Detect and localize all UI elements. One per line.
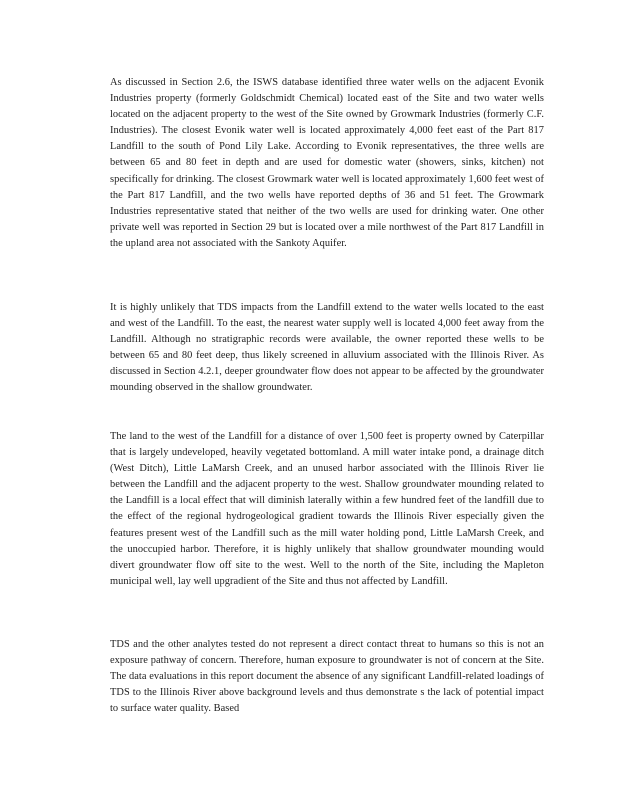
paragraph-land-west (110, 429, 544, 590)
paragraph-text: The land to the west of the Landfill for a distance of over 1,500 feet is property owned by Caterpillar that is largely undeveloped, heavily vegetated bottomland. A mill water intake pond, a drainage ditch (West Ditch), Little LaMarsh Creek, and an unused harbor associated with the Illinois River lie between the Landfill and the adjacent property to the west. Shallow groundwater mounding related to the Landfill is a local effect that will diminish laterally within a few hundred feet of the landfill due to the effect of the regional hydrogeological gradient towards the Illinois River especially given the features present west of the Landfill such as the mill water holding pond, Little LaMarsh Creek, and the unoccupied harbor. Therefore, it is highly unlikely that shallow groundwater mounding would divert groundwater flow off site to the west. Well to the north of the Site, including the Mapleton municipal well, lay well upgradient of the Site and thus not affected by Landfill. (110, 431, 544, 587)
paragraph-text: As discussed in Section 2.6, the ISWS database identified three water wells on the adjacent Evonik Industries property (formerly Goldschmidt Chemical) located east of the Site and two water wells located on the adjacent property to the west of the Site owned by Growmark Industries (formerly C.F. Industries). The closest Evonik water well is located approximately 4,000 feet east of the Part 817 Landfill to the south of Pond Lily Lake. According to Evonik representatives, the three wells are between 65 and 80 feet in depth and are used for domestic water (showers, sinks, kitchen) not specifically for drinking. The closest Growmark water well is located approximately 1,600 feet west of the Part 817 Landfill, and the two wells have reported depths of 36 and 51 feet. The Growmark Industries representative stated that neither of the two wells are used for drinking water. One other private well was reported in Section 29 but is located over a mile northwest of the Part 817 Landfill in the upland area not associated with the Sankoty Aquifer. (110, 77, 544, 249)
paragraph-text: It is highly unlikely that TDS impacts from the Landfill extend to the water wells located to the east and west of the Landfill. To the east, the nearest water supply well is located 4,000 feet away from the Landfill. Although no stratigraphic records were available, the owner reported these wells to be between 65 and 80 feet deep, thus likely screened in alluvium associated with the Illinois River. As discussed in Section 4.2.1, deeper groundwater flow does not appear to be affected by the groundwater mounding observed in the shallow groundwater. (110, 302, 544, 394)
paragraph-water-wells (110, 75, 544, 252)
paragraph-text: TDS and the other analytes tested do not represent a direct contact threat to humans so this is not an exposure pathway of concern. Therefore, human exposure to groundwater is not of concern at the Site. The data evaluations in this report document the absence of any significant Landfill-related loadings of TDS to the Illinois River above background levels and thus demonstrate s the lack of potential impact to surface water quality. Based (110, 639, 544, 715)
paragraph-exposure (110, 637, 544, 717)
paragraph-tds-impacts (110, 300, 544, 397)
